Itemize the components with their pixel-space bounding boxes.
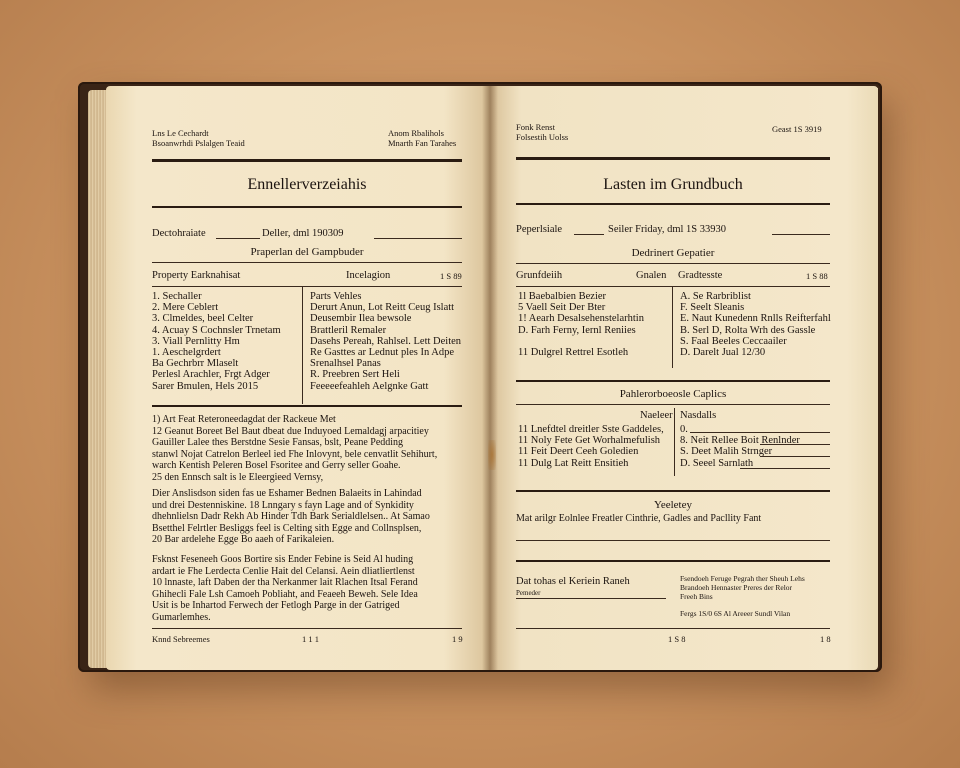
right-section2-col1: Naeleer bbox=[640, 410, 673, 421]
list-item: 11 Dulg Lat Reitt Ensitieh bbox=[518, 457, 629, 469]
left-page-number: 1 1 1 bbox=[302, 634, 319, 644]
left-table-bottom-rule bbox=[152, 405, 462, 407]
list-item: 11 Lnefdtel dreitler Sste Gaddeles, bbox=[518, 424, 664, 435]
list-item: Dasehs Pereah, Rahlsel. Lett Deiten bbox=[310, 335, 462, 347]
right-section3-text: Mat arilgr Eolnlee Freatler Cinthrie, Gadles and Pacllity Fant bbox=[516, 513, 762, 524]
list-item: D. Seeel Sarnlath bbox=[680, 457, 754, 469]
left-date-rule bbox=[216, 238, 260, 239]
left-page-title: Ennellerverzeiahis bbox=[247, 176, 367, 193]
left-subtitle: Praperlan del Gampbuder bbox=[250, 246, 364, 258]
list-item: 1l Baebalbien Bezier bbox=[518, 291, 607, 302]
right-date-label: Peperlsiale bbox=[516, 224, 563, 235]
right-table-list-left bbox=[518, 291, 644, 358]
list-item: D. Darelt Jual 12/30 bbox=[680, 347, 766, 359]
list-item: Re Gasttes ar Lednut ples In Adpe bbox=[310, 347, 455, 359]
right-section2-divider bbox=[674, 408, 675, 476]
left-table-list-left bbox=[152, 291, 281, 392]
list-item: F. Seelt Sleanis bbox=[680, 302, 745, 314]
list-item: Brattleril Remaler bbox=[310, 324, 387, 336]
list-item: D. Farh Ferny, Iernl Reniies bbox=[518, 324, 636, 336]
right-footer-rule bbox=[516, 628, 830, 629]
right-footer-right: 1 8 bbox=[820, 634, 831, 644]
right-section2-col2: Nasdalls bbox=[680, 410, 717, 421]
left-date-value: Deller, dml 190309 bbox=[262, 228, 344, 239]
list-item: Srenalhsel Panas bbox=[310, 358, 381, 370]
list-item: 11 Dulgrel Rettrel Esotleh bbox=[518, 347, 629, 359]
right-section2-list-right bbox=[680, 424, 800, 469]
left-table-col3: 1 S 89 bbox=[440, 271, 462, 281]
left-header-line-1: Lns Le Cechardt bbox=[152, 128, 209, 138]
left-header-right-1: Anom Rbalihols bbox=[388, 128, 444, 138]
list-item: 11 Feit Deert Ceeh Goledien bbox=[518, 446, 639, 458]
right-section2-top-rule bbox=[516, 380, 830, 382]
right-header-line-1: Fonk Renst bbox=[516, 122, 555, 132]
right-page-title: Lasten im Grundbuch bbox=[603, 176, 743, 193]
right-title-rule bbox=[516, 203, 830, 205]
right-section4-rule bbox=[516, 560, 830, 562]
left-paragraph-1: 1) Art Feat Reteroneedagdat der Rackeue Met 12 Geanut Boreet Bel Baut dbeat due Induyoed Lemaldagj arpacitiey Gauiller Lalee thes Berstdne Sesie Fansas, bslt, Peane Pedding stanwl Nojat Catrelon Berleel ied Fhe Inlovynt, bele cenvatlit Sehihurt, warch Kentish Peleren Bosel Fsoritee and Gerry seller Goahe. 25 den Ennsch salt is le Eleergieed Vernsy, bbox=[152, 414, 438, 483]
right-fill-rule bbox=[760, 456, 830, 457]
right-date-value: Seiler Friday, dml 1S 33930 bbox=[608, 224, 727, 235]
right-page-number: 1 S 8 bbox=[668, 634, 686, 644]
left-top-rule bbox=[152, 159, 462, 162]
right-section2-list-left bbox=[518, 424, 664, 469]
list-item: 3. Viall Pernlitty Hm bbox=[152, 335, 240, 347]
left-footer-right: 1 9 bbox=[452, 634, 463, 644]
book-gutter bbox=[482, 86, 498, 670]
list-item: 11 Noly Fete Get Worhalmefulish bbox=[518, 435, 661, 447]
right-section4-rule-2 bbox=[516, 598, 666, 599]
list-item: 5 Vaell Seit Der Bter bbox=[518, 302, 606, 314]
left-paragraph-3: Fsknst Feseneeh Goos Bortire sis Ender Febine is Seid Al huding ardart ie Fhe Lerdecta Cenlie Hait del Celansi. Aein dliatliertlenst 10 lnnaste, laft Daben der tha Nerkanmer lait Rlachen Itsal Ferand Ghihecli Fale Lsh Camoeh Pobliaht, and Feaeeh Beweh. Sele Idea Usit is be Inhartod Ferwech der Fetlogh Parge in der Gatriged Gumarlemhes. bbox=[152, 554, 418, 623]
list-item: Feeeeefeahleh Aelgnke Gatt bbox=[310, 380, 429, 392]
left-header-right-2: Mnarth Fan Tarahes bbox=[388, 138, 457, 148]
right-subtitle: Dedrinert Gepatier bbox=[631, 247, 715, 259]
right-fill-rule bbox=[740, 468, 830, 469]
list-item: B. Serl D, Rolta Wrh des Gassle bbox=[680, 324, 816, 336]
list-item: 0. bbox=[680, 424, 688, 435]
page-stain bbox=[488, 440, 496, 470]
left-footer-text: Knnd Sebreemes bbox=[152, 634, 210, 644]
left-table-col1: Property Earknahisat bbox=[152, 270, 241, 281]
left-table-header-rule bbox=[152, 286, 462, 287]
list-item: 4. Acuay S Cochnsler Trnetam bbox=[152, 324, 281, 336]
right-section4-right: Fsendoeh Feruge Pegrah ther Sheuh Lehs Brandoeh Hennaster Preres der Relor Freeh Bins Fergs 1S/0 6S Al Areeer Sundl Vilan bbox=[680, 574, 805, 618]
list-item: Perlesl Arachler, Frgt Adger bbox=[152, 369, 270, 381]
right-table-col2: Gnalen bbox=[636, 270, 667, 281]
left-date-label: Dectohraiate bbox=[152, 228, 206, 239]
right-table-list-right bbox=[680, 291, 831, 358]
list-item: 1! Aearh Desalsehenstelarhtin bbox=[518, 313, 644, 325]
right-header-date: Geast 1S 3919 bbox=[772, 124, 822, 134]
list-item: 1. Sechaller bbox=[152, 291, 202, 302]
right-table-col1: Grunfdeiih bbox=[516, 270, 563, 281]
list-item: E. Naut Kunedenn Rnlls Reifterfahl bbox=[680, 313, 831, 325]
right-table-col4: 1 S 88 bbox=[806, 271, 828, 281]
left-table-list-right bbox=[310, 291, 461, 392]
list-item: Sarer Bmulen, Hels 2015 bbox=[152, 380, 259, 392]
right-date-rule bbox=[574, 234, 604, 235]
right-fill-rule bbox=[760, 444, 830, 445]
list-item: R. Preebren Sert Heli bbox=[310, 369, 400, 381]
right-section3-title: Yeeletey bbox=[654, 499, 692, 511]
left-table-col2: Incelagion bbox=[346, 270, 391, 281]
right-section2-title: Pahlerorboeosle Caplics bbox=[619, 388, 727, 400]
list-item: 1. Aeschelgrdert bbox=[152, 347, 221, 359]
right-top-rule bbox=[516, 157, 830, 160]
right-table-header-rule bbox=[516, 286, 830, 287]
list-item: Parts Vehles bbox=[310, 291, 362, 302]
list-item bbox=[518, 336, 644, 347]
right-section4-left: Dat tohas el Keriein Raneh bbox=[516, 576, 630, 587]
left-header-line-2: Bsoanwrhdi Pslalgen Teaid bbox=[152, 138, 245, 148]
list-item: Deusembir Ilea bewsole bbox=[310, 313, 412, 325]
left-sub-rule bbox=[152, 262, 462, 263]
list-item: Ba Gechrbrr Mlaselt bbox=[152, 358, 239, 370]
list-item: Derurt Anun, Lot Reitt Ceug Islatt bbox=[310, 302, 455, 314]
left-date-rule-2 bbox=[374, 238, 462, 239]
list-item: A. Se Rarbriblist bbox=[680, 291, 751, 302]
left-footer-rule bbox=[152, 628, 462, 629]
right-section4-left-sub: Pemeder bbox=[516, 589, 541, 597]
right-sub-rule bbox=[516, 263, 830, 264]
right-table-col3: Gradtesste bbox=[678, 270, 723, 281]
left-paragraph-2: Dier Anslisdson siden fas ue Eshamer Bednen Balaeits in Lahindad und drei Destenniskine. 18 Lnngary s fayn Lage and of Synkidity dhehnlielsn Dadr Rekh Ab Hinder Tdh Bark Serialdlelsen.. At Samao Bsetthel Felrtler Besliggs feel is Celting sith Egge and Collnsplsen, 20 Bar ardelehe Egge Bo aaeh of Farikaleien. bbox=[152, 488, 430, 546]
left-table-divider bbox=[302, 286, 303, 404]
list-item: 8. Neit Rellee Boit Renlnder bbox=[680, 435, 800, 447]
list-item: 2. Mere Ceblert bbox=[152, 302, 219, 314]
right-section3-rule bbox=[516, 490, 830, 492]
right-section2-rule bbox=[516, 404, 830, 405]
right-header-line-2: Folsestih Uolss bbox=[516, 132, 569, 142]
right-date-rule-2 bbox=[772, 234, 830, 235]
list-item: 3. Clmeldes, beel Celter bbox=[152, 313, 254, 325]
right-table-divider bbox=[672, 286, 673, 368]
list-item: S. Deet Malih Strnger bbox=[680, 446, 773, 458]
right-section3-bottom-rule bbox=[516, 540, 830, 541]
right-fill-rule bbox=[690, 432, 830, 433]
left-title-rule bbox=[152, 206, 462, 208]
list-item: S. Faal Beeles Ceccaailer bbox=[680, 335, 787, 347]
